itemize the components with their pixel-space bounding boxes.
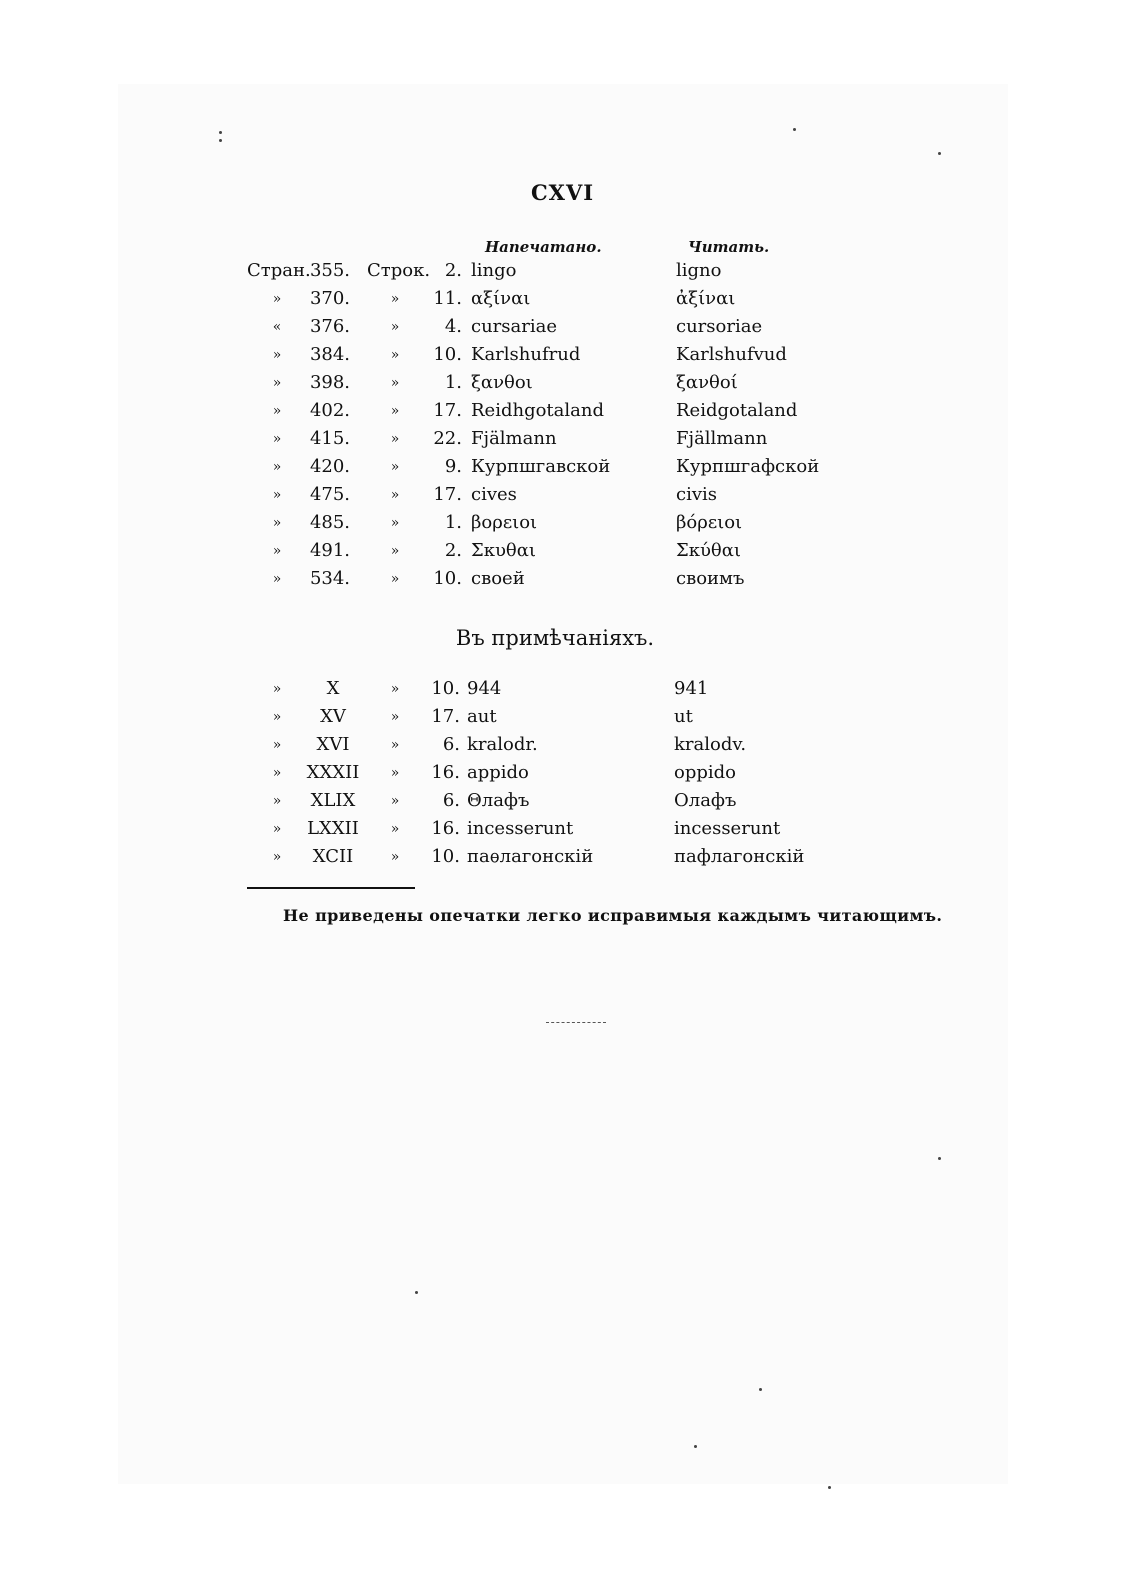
note-errata-row xyxy=(0,731,1140,759)
corrected-text: Karlshufvud xyxy=(676,344,787,365)
corrected-text: ἀξίναι xyxy=(676,288,736,309)
ditto-mark: » xyxy=(272,291,282,307)
errata-row xyxy=(0,481,1140,509)
corrected-text: incesserunt xyxy=(674,818,781,839)
corrected-text: 941 xyxy=(674,678,709,699)
corrected-text: Олафъ xyxy=(674,790,737,811)
errata-row xyxy=(0,285,1140,313)
ditto-mark: » xyxy=(272,737,282,753)
line-ref: 10. xyxy=(433,568,462,589)
ditto-mark: » xyxy=(390,709,400,725)
page-ref: X xyxy=(326,678,340,699)
line-label: Строк. xyxy=(367,260,431,281)
printed-text: αξίναι xyxy=(471,288,531,309)
page-ref: 370. xyxy=(309,288,351,309)
line-ref: 17. xyxy=(433,484,462,505)
page-ref: 420. xyxy=(309,456,351,477)
printed-text: cives xyxy=(471,484,517,505)
ditto-mark: » xyxy=(390,291,400,307)
line-ref: 2. xyxy=(444,540,462,561)
ditto-mark: « xyxy=(272,319,282,335)
errata-row xyxy=(0,565,1140,593)
ditto-mark: » xyxy=(390,375,400,391)
ditto-mark: » xyxy=(390,793,400,809)
corrected-text: ξανθοί xyxy=(676,372,738,393)
printed-text: incesserunt xyxy=(467,818,574,839)
printed-text: Reidhgotaland xyxy=(471,400,605,421)
errata-row xyxy=(0,509,1140,537)
note-errata-row xyxy=(0,759,1140,787)
printed-text: kralodr. xyxy=(467,734,538,755)
errata-row xyxy=(0,453,1140,481)
end-ornament xyxy=(546,1022,606,1024)
ditto-mark: » xyxy=(272,459,282,475)
ditto-mark: » xyxy=(272,347,282,363)
printed-text: 944 xyxy=(467,678,502,699)
ditto-mark: » xyxy=(272,681,282,697)
note-errata-row xyxy=(0,843,1140,871)
errata-row xyxy=(0,397,1140,425)
ditto-mark: » xyxy=(272,793,282,809)
page-label: Стран. xyxy=(247,260,311,281)
ditto-mark: » xyxy=(272,571,282,587)
line-ref: 6. xyxy=(442,790,460,811)
line-ref: 11. xyxy=(433,288,462,309)
footnote-rule xyxy=(247,887,415,889)
printed-text: своей xyxy=(471,568,525,589)
errata-row xyxy=(0,425,1140,453)
ditto-mark: » xyxy=(390,821,400,837)
corrected-text: Reidgotaland xyxy=(676,400,798,421)
ditto-mark: » xyxy=(272,515,282,531)
note-errata-row xyxy=(0,787,1140,815)
printed-text: ξανθοι xyxy=(471,372,533,393)
ditto-mark: » xyxy=(390,765,400,781)
ditto-mark: » xyxy=(390,431,400,447)
scan-speck xyxy=(694,1445,697,1448)
scan-speck xyxy=(938,152,941,155)
ditto-mark: » xyxy=(272,431,282,447)
corrected-text: своимъ xyxy=(676,568,745,589)
scan-speck xyxy=(219,139,222,142)
scan-speck xyxy=(793,128,796,131)
line-ref: 10. xyxy=(431,846,460,867)
page-ref: XCII xyxy=(312,846,354,867)
printed-text: cursariae xyxy=(471,316,557,337)
scan-speck xyxy=(415,1291,418,1294)
corrected-text: Курпшгафской xyxy=(676,456,820,477)
ditto-mark: » xyxy=(272,487,282,503)
corrected-text: kralodv. xyxy=(674,734,747,755)
line-ref: 6. xyxy=(442,734,460,755)
ditto-mark: » xyxy=(272,543,282,559)
printed-text: Курпшгавской xyxy=(471,456,611,477)
ditto-mark: » xyxy=(272,849,282,865)
page-ref: XLIX xyxy=(310,790,356,811)
page-number: CXVI xyxy=(530,180,595,205)
line-ref: 1. xyxy=(444,512,462,533)
errata-row xyxy=(0,341,1140,369)
line-ref: 2. xyxy=(444,260,462,281)
ditto-mark: » xyxy=(272,709,282,725)
ditto-mark: » xyxy=(390,849,400,865)
corrected-text: пафлагонскій xyxy=(674,846,805,867)
line-ref: 17. xyxy=(433,400,462,421)
page-ref: 491. xyxy=(309,540,351,561)
printed-text: lingo xyxy=(471,260,517,281)
ditto-mark: » xyxy=(390,403,400,419)
ditto-mark: » xyxy=(390,347,400,363)
page-ref: 398. xyxy=(309,372,351,393)
errata-row xyxy=(0,313,1140,341)
page-ref: 376. xyxy=(309,316,351,337)
page-ref: 384. xyxy=(309,344,351,365)
header-read: Читать. xyxy=(688,238,770,256)
page-ref: XXXII xyxy=(306,762,360,783)
corrected-text: civis xyxy=(676,484,718,505)
printed-text: appido xyxy=(467,762,529,783)
line-ref: 17. xyxy=(431,706,460,727)
page-ref: 475. xyxy=(309,484,351,505)
page-ref: 402. xyxy=(309,400,351,421)
line-ref: 4. xyxy=(444,316,462,337)
corrected-text: βόρειοι xyxy=(676,512,743,533)
line-ref: 16. xyxy=(431,762,460,783)
printed-text: Σκυθαι xyxy=(471,540,536,561)
header-printed: Напечатано. xyxy=(485,238,602,256)
note-errata-row xyxy=(0,815,1140,843)
line-ref: 22. xyxy=(433,428,462,449)
page-ref: 534. xyxy=(309,568,351,589)
printed-text: Karlshufrud xyxy=(471,344,581,365)
page-ref: 485. xyxy=(309,512,351,533)
scan-speck xyxy=(938,1157,941,1160)
scan-speck xyxy=(759,1388,762,1391)
ditto-mark: » xyxy=(272,821,282,837)
corrected-text: oppido xyxy=(674,762,736,783)
printed-text: паѳлагонскій xyxy=(467,846,594,867)
notes-section-title: Въ примѣчаніяхъ. xyxy=(455,626,655,650)
corrected-text: ut xyxy=(674,706,693,727)
note-errata-row xyxy=(0,703,1140,731)
corrected-text: Σκύθαι xyxy=(676,540,741,561)
line-ref: 16. xyxy=(431,818,460,839)
errata-row xyxy=(0,369,1140,397)
ditto-mark: » xyxy=(390,515,400,531)
errata-row xyxy=(0,537,1140,565)
ditto-mark: » xyxy=(390,487,400,503)
corrected-text: Fjällmann xyxy=(676,428,768,449)
note-errata-row xyxy=(0,675,1140,703)
ditto-mark: » xyxy=(272,403,282,419)
scan-speck xyxy=(219,131,222,134)
line-ref: 1. xyxy=(444,372,462,393)
ditto-mark: » xyxy=(390,459,400,475)
printed-text: βορειοι xyxy=(471,512,538,533)
page-ref: XVI xyxy=(316,734,350,755)
ditto-mark: » xyxy=(272,765,282,781)
ditto-mark: » xyxy=(390,543,400,559)
line-ref: 10. xyxy=(433,344,462,365)
ditto-mark: » xyxy=(390,681,400,697)
line-ref: 9. xyxy=(444,456,462,477)
ditto-mark: » xyxy=(390,737,400,753)
corrected-text: ligno xyxy=(676,260,722,281)
printed-text: Fjälmann xyxy=(471,428,557,449)
scan-speck xyxy=(828,1486,831,1489)
ditto-mark: » xyxy=(390,319,400,335)
line-ref: 10. xyxy=(431,678,460,699)
ditto-mark: » xyxy=(272,375,282,391)
page-ref: LXXII xyxy=(307,818,359,839)
printed-text: Θлафъ xyxy=(467,790,530,811)
footnote: Не приведены опечатки легко исправимыя каждымъ читающимъ. xyxy=(283,906,943,925)
page-ref: 415. xyxy=(309,428,351,449)
page-ref: XV xyxy=(320,706,346,727)
printed-text: aut xyxy=(467,706,497,727)
page-ref: 355. xyxy=(309,260,351,281)
corrected-text: cursoriae xyxy=(676,316,763,337)
ditto-mark: » xyxy=(390,571,400,587)
errata-row xyxy=(0,257,1140,285)
